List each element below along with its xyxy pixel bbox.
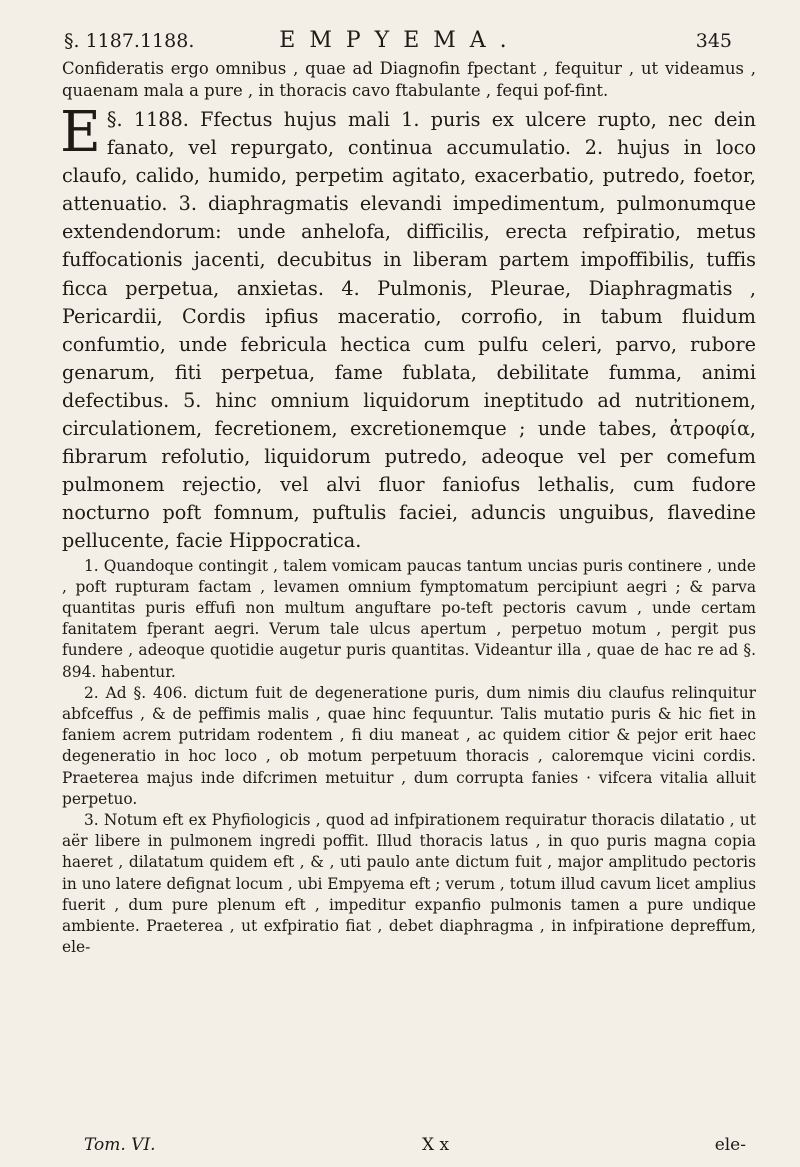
running-header	[44, 18, 756, 53]
catchword: ele-	[714, 1135, 746, 1155]
note-3: 3. Notum eft ex Phyfiologicis , quod ad infpirationem requiratur thoracis dilatatio , ut aër libere in pulmonem ingredi poffit. Illud thoracis latus , in quo puris magna copia haeret , dilatatum quidem eft , & , uti paulo ante dictum fuit , major amplitudo pectoris in uno latere defignat locum , ubi Empyema eft ; verum , totum illud cavum licet amplius fuerit , dum pure plenum eft , impeditur expanfio pulmonis tamen a pure undique ambiente. Praeterea , ut exfpiratio fiat , debet diaphragma , in infpiratione depreffum, ele-	[62, 810, 756, 957]
page-number: 345	[695, 30, 732, 52]
main-paragraph-text: Ffectus hujus mali 1. puris ex ulcere rupto, nec dein fanato, vel repurgato, continua accumulatio. 2. hujus in loco claufo, calido, humido, perpetim agitato, exacerbatio, putredo, foetor, attenuatio. 3. diaphragmatis elevandi impedimentum, pulmonumque extendendorum: unde anhelofa, difficilis, erecta refpiratio, metus fuffocationis jacenti, decubitus in liberam partem impoffibilis, tuffis ficca perpetua, anxietas. 4. Pulmonis, Pleurae, Diaphragmatis , Pericardii, Cordis ipfius maceratio, corrofio, in tabum fluidum confumtio, unde febricula hectica cum pulfu celeri, parvo, rubore genarum, fiti perpetua, fame fublata, debilitate fumma, animi defectibus. 5. hinc omnium liquidorum ineptitudo ad nutritionem, circulationem, fecretionem, excretionemque ; unde tabes, ἀτροφία, fibrarum refolutio, liquidorum putredo, adeoque vel per comefum pulmonem rejectio, vel alvi fluor faniofus lethalis, cum fudore nocturno poft fomnum, puftulis faciei, aduncis unguibus, flavedine pellucente, facie Hippocratica.	[62, 108, 756, 553]
running-title: EMPYEMA.	[279, 28, 521, 53]
main-paragraph	[60, 100, 756, 556]
section-range: §. 1187.1188.	[64, 30, 195, 52]
note-2: 2. Ad §. 406. dictum fuit de degeneratione puris, dum nimis diu claufus relinquitur abfceffus , & de peffimis malis , quae hinc fequuntur. Talis mutatio puris & hic fiet in faniem acrem putridam rodentem , fi diu maneat , ac quidem citior & pejor erit haec degeneratio in hoc loco , ob motum perpetuum thoracis , caloremque vicini cordis. Praeterea majus inde difcrimen metuitur , dum corrupta fanies · vifcera vitalia alluit perpetuo.	[62, 683, 756, 808]
commentary-notes	[62, 556, 756, 959]
drop-cap: E	[60, 100, 101, 165]
signature-mark: X x	[422, 1135, 450, 1155]
section-number: §. 1188.	[106, 108, 189, 131]
note-1: 1. Quandoque contingit , talem vomicam paucas tantum uncias puris continere , unde , poft rupturam factam , levamen omnium fymptomatum percipiunt aegri ; & parva quantitas puris effufi non multum anguftare po-teft pectoris cavum , unde certam fanitatem fperant aegri. Verum tale ulcus apertum , perpetuo motum , pergit pus fundere , adeoque quotidie augetur puris quantitas. Videantur illa , quae de hac re ad §. 894. habentur.	[62, 556, 756, 681]
intro-paragraph: Confideratis ergo omnibus , quae ad Diagnofin fpectant , fequitur , ut videamus , quaenam mala a pure , in thoracis cavo ftabulante , fequi pof-fint.	[62, 59, 756, 100]
volume-label: Tom. VI.	[84, 1135, 156, 1155]
page-footer	[62, 1135, 756, 1159]
